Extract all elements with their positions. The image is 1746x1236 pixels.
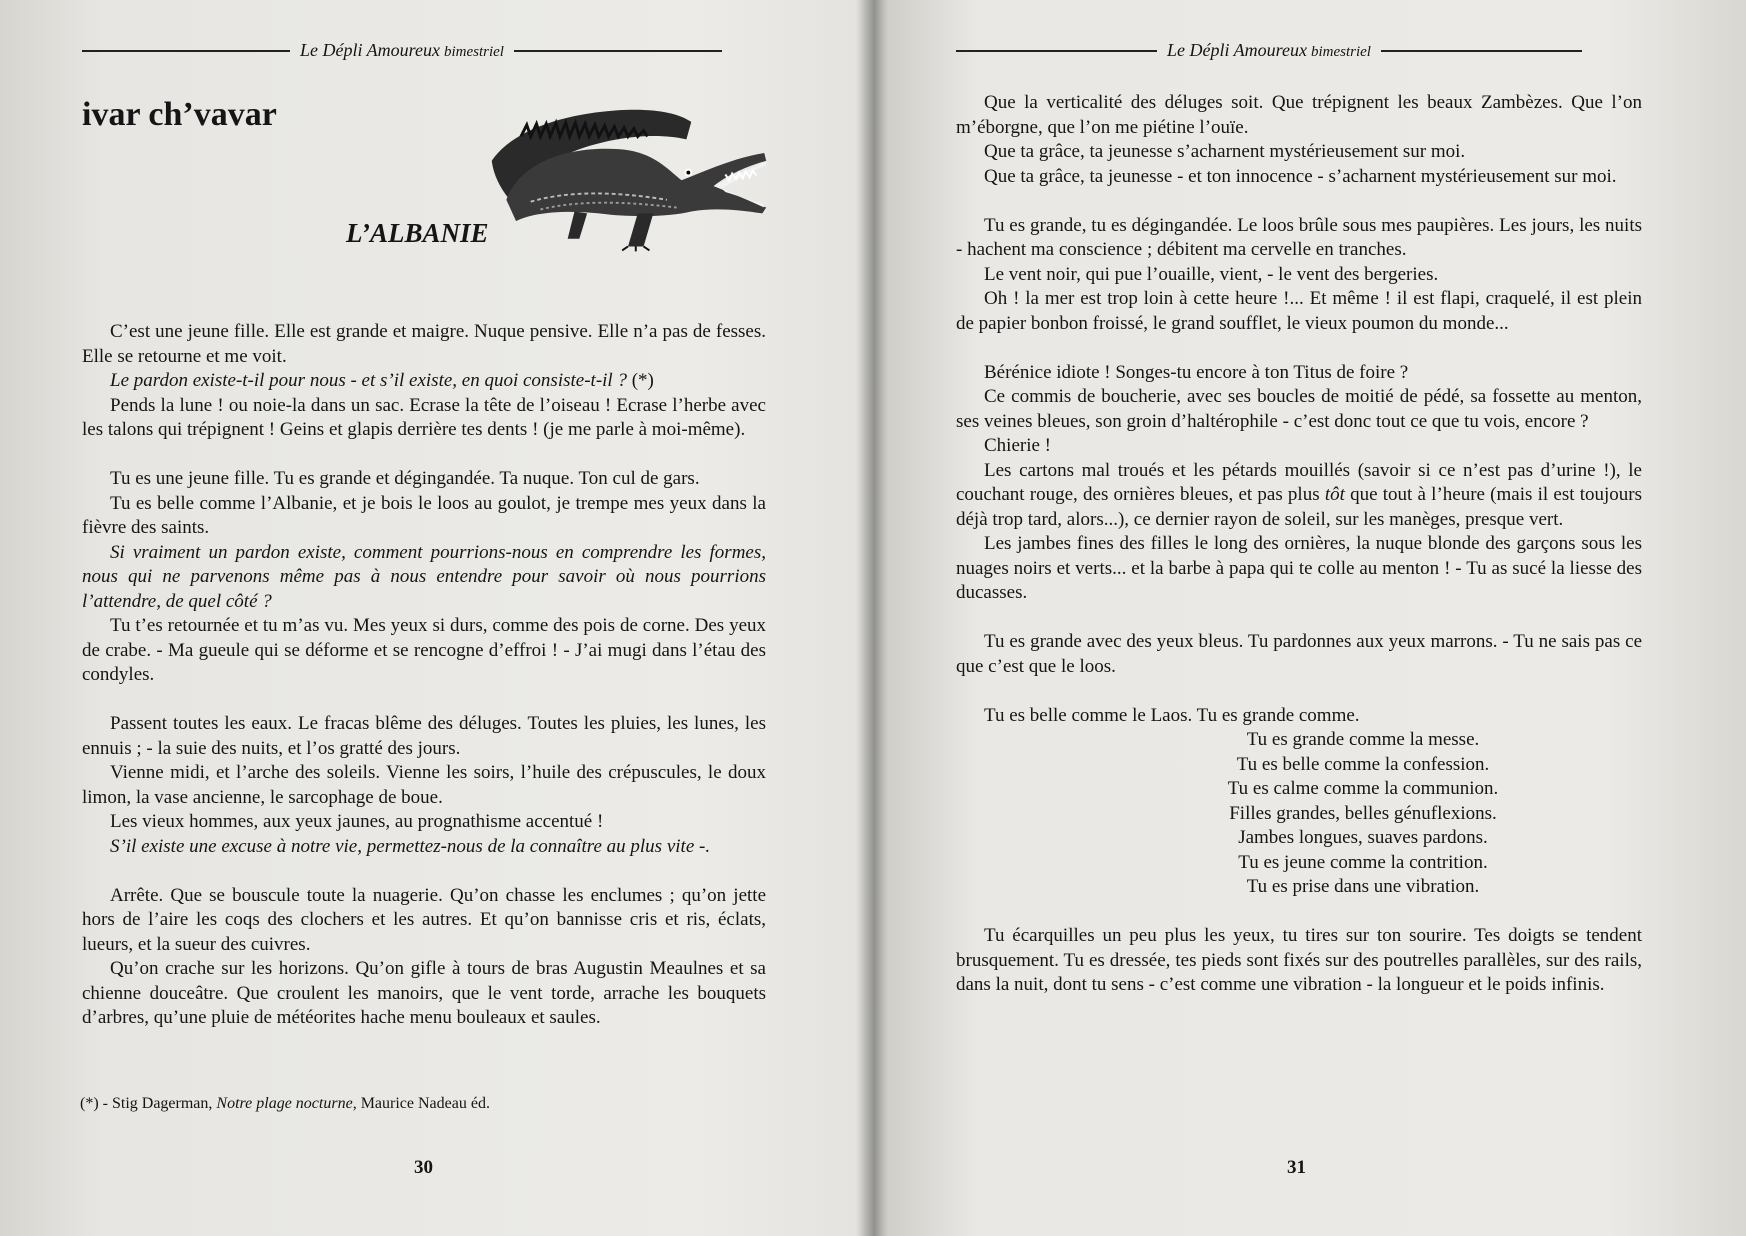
paragraph: Ce commis de boucherie, avec ses boucles de moitié de pédé, sa fossette au menton, ses veines bleues, son groin d’haltérophile - c’est donc tout ce que tu vois, encore ? [956,386,1642,432]
paragraph: Vienne midi, et l’arche des soleils. Vienne les soirs, l’huile des crépuscules, le doux limon, la vase ancienne, le sarcophage de boue. [82,762,766,808]
article-title: L’ALBANIE [346,218,489,248]
paragraph: Les jambes fines des filles le long des ornières, la nuque blonde des garçons sous les nuages noirs et verts... et la barbe à papa qui te colle au menton ! - Tu as sucé la liesse des ducasses. [956,533,1642,603]
verse-line: Tu es grande comme la messe. [1246,729,1480,750]
verse-line: Tu es jeune comme la contrition. [1238,851,1488,873]
running-head-rule [956,50,1157,52]
paragraph-spacer [956,606,1642,631]
verse-line: Jambes longues, suaves pardons. [1238,827,1488,848]
page-number-left: 30 [414,1157,433,1178]
running-head-right [956,40,1582,61]
footnote-marker: (*) [626,370,654,391]
paragraph: S’il existe une excuse à notre vie, permettez-nous de la connaître au plus vite -. [110,835,711,857]
verse-line: Tu es belle comme la confession. [1236,753,1490,775]
paragraph: Passent toutes les eaux. Le fracas blême des déluges. Toutes les pluies, les lunes, les ennuis ; - la suie des nuits, et l’os gratté des jours. [82,713,766,759]
paragraph: Arrête. Que se bouscule toute la nuagerie. Qu’on chasse les enclumes ; qu’on jette hors de l’aire les coqs des clochers et les autres. Et qu’on bannisse cris et ris, éclats, lueurs, et la sueur des cuivres. [82,884,766,955]
paragraph-spacer [82,859,766,884]
paragraph-spacer [82,443,766,468]
paragraph: Que ta grâce, ta jeunesse s’acharnent mystérieusement sur moi. [984,141,1466,162]
paragraph: C’est une jeune fille. Elle est grande et maigre. Nuque pensive. Elle n’a pas de fesses. Elle se retourne et me voit. [82,321,766,367]
paragraph: Tu écarquilles un peu plus les yeux, tu tires sur ton sourire. Tes doigts se tendent brusquement. Tu es dressée, tes pieds sont fixés sur des poutrelles parallèles, sur des rails, dans la nuit, dont tu sens - c’est comme une vibration - la longueur et le poids infinis. [956,925,1642,995]
paragraph: Le vent noir, qui pue l’ouaille, vient, - le vent des bergeries. [984,263,1439,285]
paragraph: Bérénice idiote ! Songes-tu encore à ton Titus de foire ? [984,361,1409,383]
left-body-text [82,320,766,1031]
crocodile-illustration [482,92,774,254]
paragraph: Tu es une jeune fille. Tu es grande et dégingandée. Ta nuque. Ton cul de gars. [110,468,700,489]
paragraph: Le pardon existe-t-il pour nous - et s’il existe, en quoi consiste-t-il ? (*) [110,370,654,391]
paragraph-spacer [956,900,1642,925]
paragraph: Que la verticalité des déluges soit. Que trépignent les beaux Zambèzes. Que l’on m’éborgne, que l’on me piétine l’ouïe. [956,92,1642,138]
paragraph: Tu es grande avec des yeux bleus. Tu pardonnes aux yeux marrons. - Tu ne sais pas ce que c’est que le loos. [956,631,1642,677]
page-number-right: 31 [1287,1157,1306,1178]
journal-frequency: bimestriel [443,44,504,60]
journal-title: Le Dépli Amoureux [1167,40,1307,60]
footnote-work: Notre plage nocturne [216,1095,353,1112]
running-head-left [82,40,722,61]
running-head-rule [514,50,722,52]
right-page [875,0,1746,1236]
paragraph: Tu t’es retournée et tu m’as vu. Mes yeux si durs, comme des pois de corne. Des yeux de crabe. - Ma gueule qui se déforme et se rencogne d’effroi ! - J’ai mugi dans l’étau des condyles. [82,615,766,685]
paragraph-spacer [956,336,1642,361]
paragraph: Tu es belle comme l’Albanie, et je bois le loos au goulot, je trempe mes yeux dans la fièvre des saints. [82,492,766,538]
paragraph: Pends la lune ! ou noie-la dans un sac. Ecrase la tête de l’oiseau ! Ecrase l’herbe avec les talons qui trépignent ! Geins et glapis derrière tes dents ! (je me parle à moi-même). [82,394,766,440]
journal-title: Le Dépli Amoureux [300,40,440,60]
verse-line: Filles grandes, belles génuflexions. [1229,802,1497,824]
verse-line: Tu es calme comme la communion. [1227,778,1499,799]
verse-block [956,728,1642,900]
running-head-rule [1381,50,1582,52]
paragraph: Les vieux hommes, aux yeux jaunes, au prognathisme accentué ! [110,811,604,832]
footnote-prefix: (*) - Stig Dagerman, [80,1095,217,1112]
paragraph: Qu’on crache sur les horizons. Qu’on gifle à tours de bras Augustin Meaulnes et sa chienne douceâtre. Que croulent les manoirs, que le vent torde, arrache les bouquets d’arbres, qu’une pluie de météorites hache menu bouleaux et saules. [82,958,766,1028]
running-head-rule [82,50,290,52]
paragraph-spacer [82,688,766,713]
paragraph: Si vraiment un pardon existe, comment pourrions-nous en comprendre les formes, nous qui ne parvenons même pas à nous entendre pour savoir où nous pourrions l’attendre, de quel côté ? [82,541,766,612]
paragraph: Les cartons mal troués et les pétards mouillés (savoir si ce n’est pas d’urine !), le couchant rouge, des ornières bleues, et pas plus tôt que tout à l’heure (mais il est toujours déjà trop tard, alors...), ce dernier rayon de soleil, sur les manèges, presque vert. [956,459,1642,530]
article-author: ivar ch’vavar [82,96,277,133]
paragraph: Oh ! la mer est trop loin à cette heure !... Et même ! il est flapi, craquelé, il est plein de papier bonbon froissé, le grand soufflet, le vieux poumon du monde... [956,288,1642,334]
paragraph: Chierie ! [984,435,1052,456]
paragraph: Que ta grâce, ta jeunesse - et ton innocence - s’acharnent mystérieusement sur moi. [984,165,1617,187]
left-page [0,0,870,1236]
paragraph: Tu es grande, tu es dégingandée. Le loos brûle sous mes paupières. Les jours, les nuits - hachent ma conscience ; débitent ma cervelle en tranches. [956,214,1642,260]
paragraph-spacer [956,679,1642,704]
paragraph-spacer [956,189,1642,214]
right-body-text [956,91,1642,998]
verse-line: Tu es belle comme le Laos. Tu es grande comme. [984,704,1360,726]
verse-line: Tu es prise dans une vibration. [1246,876,1480,897]
footnote-suffix: , Maurice Nadeau éd. [352,1095,490,1112]
footnote [80,1095,490,1113]
journal-frequency: bimestriel [1310,44,1371,60]
